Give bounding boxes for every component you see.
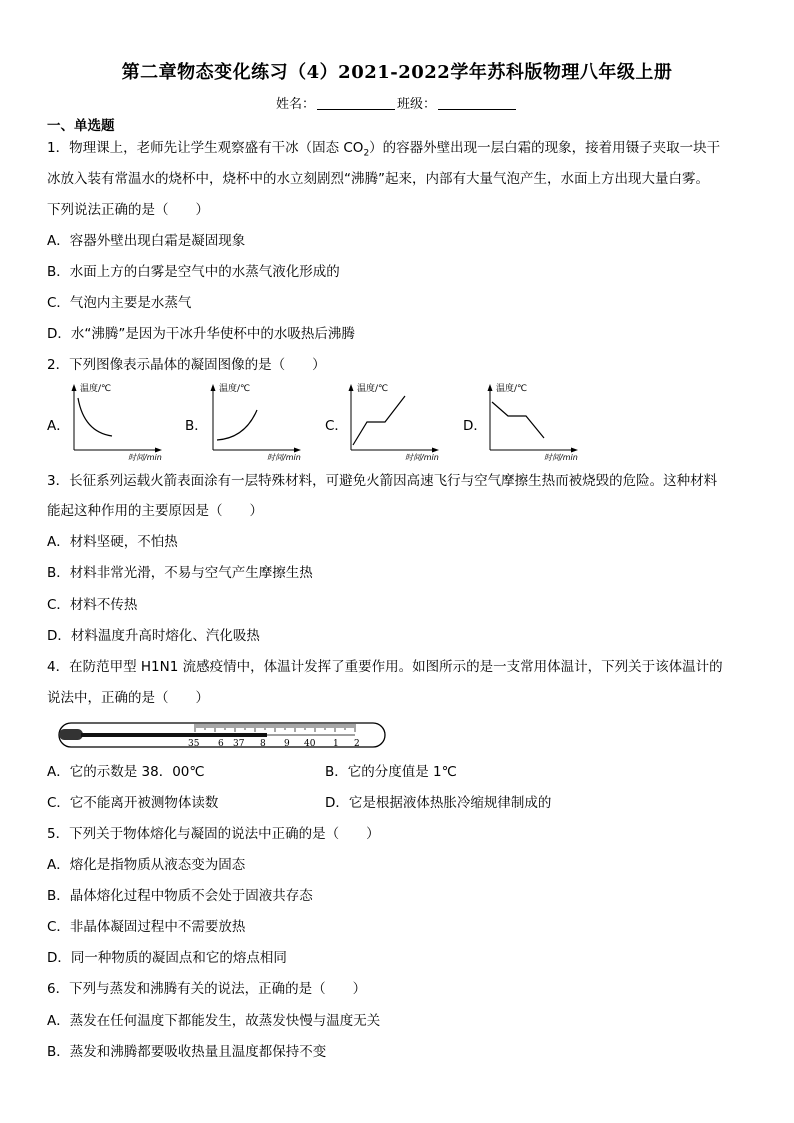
q5-option-a: A．熔化是指物质从液态变为固态 — [47, 857, 246, 873]
q6-option-a: A．蒸发在任何温度下都能发生，故蒸发快慢与温度无关 — [47, 1013, 381, 1029]
q2-graph-d — [482, 380, 582, 462]
q1-option-c: C．气泡内主要是水蒸气 — [47, 295, 192, 311]
q5-stem: 5．下列关于物体熔化与凝固的说法中正确的是（ ） — [47, 826, 380, 842]
thermometer-bulb — [59, 729, 83, 740]
name-label: 姓名： — [275, 97, 315, 112]
q4-option-b: B．它的分度值是 1℃ — [325, 764, 457, 780]
q4-line1: 4．在防范甲型 H1N1 流感疫情中，体温计发挥了重要作用。如图所示的是一支常用体温计，下列关于该体温计的 — [47, 659, 723, 675]
svg-text:8: 8 — [260, 739, 266, 749]
svg-text:温度/℃: 温度/℃ — [80, 384, 112, 394]
q1-option-a: A．容器外壁出现白霜是凝固现象 — [47, 233, 246, 249]
svg-text:温度/℃: 温度/℃ — [496, 384, 528, 394]
q4-option-d: D．它是根据液体热胀冷缩规律制成的 — [325, 795, 552, 811]
q3-option-b: B．材料非常光滑，不易与空气产生摩擦生热 — [47, 565, 313, 581]
q3-option-c: C．材料不传热 — [47, 597, 138, 613]
svg-text:时间/min: 时间/min — [405, 453, 439, 462]
q3-line2: 能起这种作用的主要原因是（ ） — [47, 503, 263, 519]
svg-text:6: 6 — [218, 739, 224, 749]
q5-option-d: D．同一种物质的凝固点和它的熔点相同 — [47, 950, 287, 966]
svg-text:37: 37 — [233, 739, 245, 749]
q2-label-c: C． — [325, 418, 348, 434]
name-class-line — [0, 93, 794, 112]
thermometer-figure — [55, 719, 390, 751]
svg-text:1: 1 — [333, 739, 339, 749]
svg-text:温度/℃: 温度/℃ — [219, 384, 251, 394]
class-label: 班级： — [397, 97, 437, 112]
q1-line3: 下列说法正确的是（ ） — [47, 202, 209, 218]
q2-graph-b — [205, 380, 305, 462]
q3-option-d: D．材料温度升高时熔化、汽化吸热 — [47, 628, 260, 644]
q1-line2: 冰放入装有常温水的烧杯中，烧杯中的水立刻剧烈“沸腾”起来，内部有大量气泡产生，水面上方出现大量白雾。 — [47, 171, 709, 187]
name-blank — [317, 97, 395, 110]
q6-stem: 6．下列与蒸发和沸腾有关的说法，正确的是（ ） — [47, 981, 367, 997]
mercury-column — [81, 733, 267, 737]
q3-line1: 3．长征系列运载火箭表面涂有一层特殊材料，可避免火箭因高速飞行与空气摩擦生热而被烧毁的危险。这种材料 — [47, 473, 718, 489]
svg-text:时间/min: 时间/min — [544, 453, 578, 462]
q5-option-c: C．非晶体凝固过程中不需要放热 — [47, 919, 246, 935]
svg-text:40: 40 — [304, 739, 316, 749]
q2-graph-a — [66, 380, 166, 462]
svg-text:9: 9 — [284, 739, 290, 749]
class-blank — [438, 97, 516, 110]
q3-option-a: A．材料坚硬，不怕热 — [47, 534, 178, 550]
q4-line2: 说法中，正确的是（ ） — [47, 690, 209, 706]
page-title: 第二章物态变化练习（4）2021-2022学年苏科版物理八年级上册 — [121, 62, 673, 83]
q1-line1: 1．物理课上，老师先让学生观察盛有干冰（固态 $CO_2$）的容器外壁出现一层白霜的现象，接着用镊子夹取一块干 — [47, 140, 721, 159]
q1-option-b: B．水面上方的白雾是空气中的水蒸气液化形成的 — [47, 264, 340, 280]
svg-text:时间/min: 时间/min — [267, 453, 301, 462]
q2-stem: 2．下列图像表示晶体的凝固图像的是（ ） — [47, 357, 326, 373]
section-heading: 一、单选题 — [47, 118, 115, 134]
q1-option-d: D．水“沸腾”是因为干冰升华使杯中的水吸热后沸腾 — [47, 326, 355, 342]
q5-option-b: B．晶体熔化过程中物质不会处于固液共存态 — [47, 888, 313, 904]
q4-option-c: C．它不能离开被测物体读数 — [47, 795, 219, 811]
svg-text:35: 35 — [188, 739, 200, 749]
q2-label-a: A． — [47, 418, 70, 434]
svg-text:温度/℃: 温度/℃ — [357, 384, 389, 394]
q6-option-b: B．蒸发和沸腾都要吸收热量且温度都保持不变 — [47, 1044, 327, 1060]
svg-text:时间/min: 时间/min — [128, 453, 162, 462]
q2-label-b: B． — [185, 418, 208, 434]
q4-option-a: A．它的示数是 38．00℃ — [47, 764, 205, 780]
q2-graph-c — [343, 380, 443, 462]
q2-label-d: D． — [463, 418, 487, 434]
svg-text:2: 2 — [354, 739, 360, 749]
